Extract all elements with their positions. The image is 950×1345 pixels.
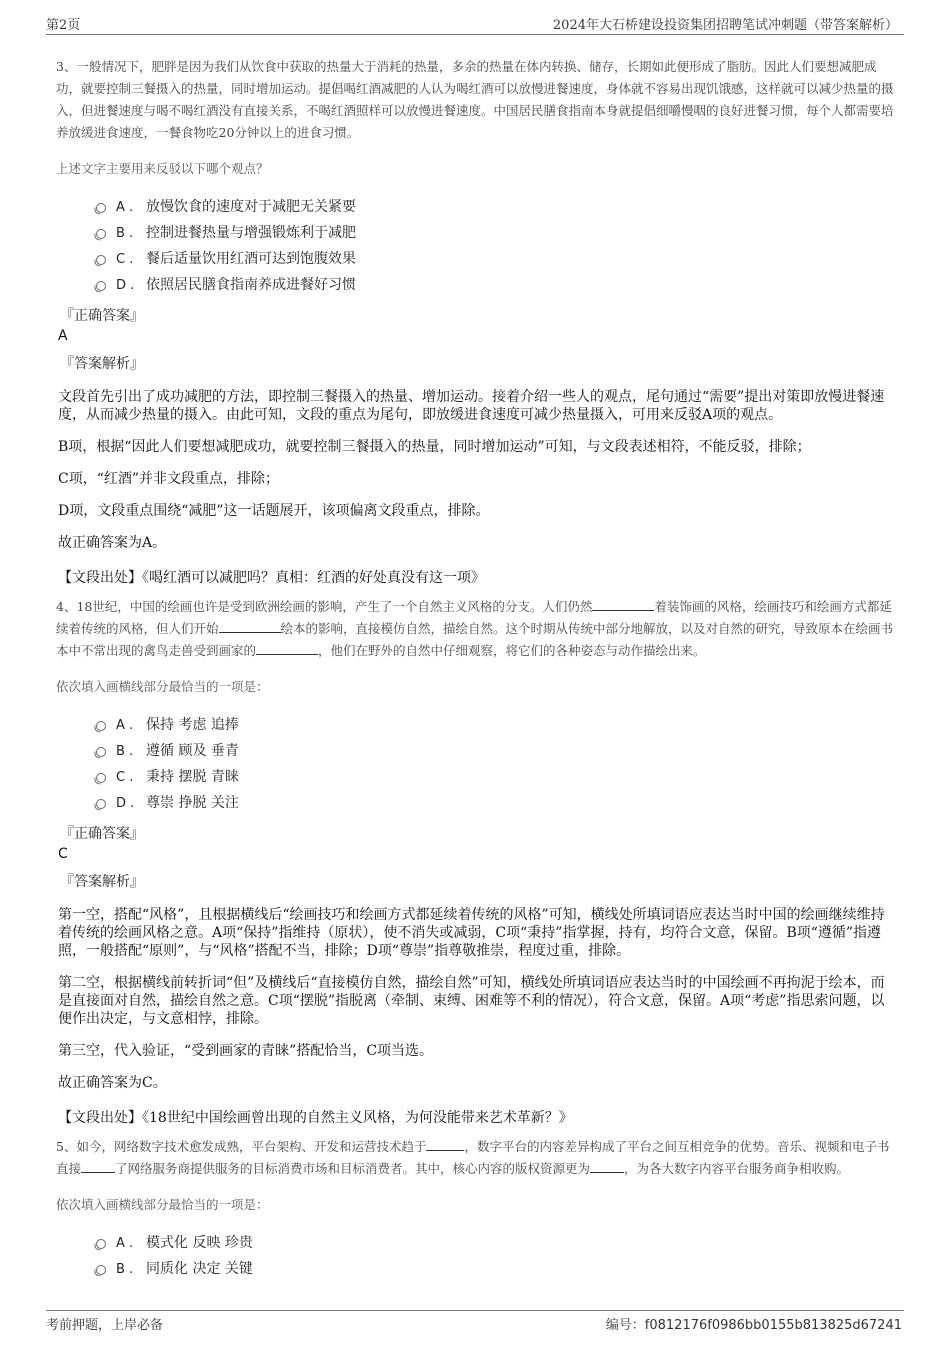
source-citation: 【文段出处】《18世纪中国绘画曾出现的自然主义风格，为何没能带来艺术革新？》 — [58, 1110, 573, 1126]
document-content — [56, 56, 896, 1282]
option-b[interactable]: B . 控制进餐热量与增强锻炼利于减肥 — [96, 220, 896, 246]
correct-answer: C — [58, 846, 68, 862]
question-prompt: 依次填入画横线部分最恰当的一项是： — [56, 1197, 269, 1212]
radio-icon[interactable] — [96, 747, 106, 757]
option-list — [96, 194, 896, 298]
fill-blank — [81, 1160, 115, 1173]
analysis-paragraph: C项，“红酒”并非文段重点，排除； — [58, 471, 280, 487]
analysis-paragraph: 第二空，根据横线前转折词“但”及横线后“直接模仿自然，描绘自然”可知，横线处所填词语应表达当时的中国绘画不再拘泥于绘本，而是直接面对自然，描绘自然之意。C项“摆脱”指脱离（牵制、束缚、困难等不利的情况），符合文意，保留。A项“考虑”指思索问题，以便作出决定，与文意相悖，排除。 — [58, 975, 885, 1027]
fill-blank — [219, 620, 281, 633]
option-c[interactable]: C . 秉持 摆脱 青睐 — [96, 764, 896, 790]
option-d[interactable]: D . 尊崇 挣脱 关注 — [96, 790, 896, 816]
option-c[interactable]: C . 餐后适量饮用红酒可达到饱腹效果 — [96, 246, 896, 272]
page-number: 第2页 — [46, 18, 81, 33]
radio-icon[interactable] — [96, 773, 106, 783]
analysis-label: 『答案解析』 — [60, 356, 144, 372]
option-list — [96, 1230, 896, 1282]
question-4 — [56, 596, 896, 1128]
radio-icon[interactable] — [96, 721, 106, 731]
radio-icon[interactable] — [96, 1265, 106, 1275]
document-code: 编号：f0812176f0986bb0155b813825d67241 — [605, 1318, 902, 1333]
option-list — [96, 712, 896, 816]
fill-blank — [426, 1138, 464, 1151]
option-d[interactable]: D . 依照居民膳食指南养成进餐好习惯 — [96, 272, 896, 298]
analysis-paragraph: 故正确答案为C。 — [58, 1075, 167, 1091]
analysis-label: 『答案解析』 — [60, 874, 144, 890]
question-text: 4、18世纪，中国的绘画也许是受到欧洲绘画的影响，产生了一个自然主义风格的分支。人们仍然 着装饰画的风格，绘画技巧和绘画方式都延续着传统的风格，但人们开始 绘本的影响，直接模仿自然，描绘自然。这个时期从传统中部分地解放，以及对自然的研究，导致原本在绘画书本中不常出现的禽鸟走兽受到画家的 ，他们在野外的自然中仔细观察，将它们的各种姿态与动作描绘出来。 — [56, 599, 894, 658]
correct-answer-label: 『正确答案』 — [60, 308, 144, 324]
option-a[interactable]: A . 保持 考虑 追捧 — [96, 712, 896, 738]
radio-icon[interactable] — [96, 229, 106, 239]
analysis-paragraph: 第一空，搭配“风格”，且根据横线后“绘画技巧和绘画方式都延续着传统的风格”可知，横线处所填词语应表达当时中国的绘画继续维持着传统的绘画风格之意。A项“保持”指维持（原状），使不消失或减弱，C项“秉持”指掌握，持有，均符合文意，保留。B项“遵循”指遵照，一般搭配“原则”，与“风格”搭配不当，排除；D项“尊崇”指尊敬推崇，程度过重，排除。 — [58, 907, 885, 959]
page-header — [46, 10, 904, 35]
footer-slogan: 考前押题，上岸必备 — [46, 1318, 164, 1333]
option-b[interactable]: B . 同质化 决定 关键 — [96, 1256, 896, 1282]
question-text: 5、如今，网络数字技术愈发成熟，平台架构、开发和运营技术趋于 ，数字平台的内容差异构成了平台之间互相竞争的优势。音乐、视频和电子书直接 了网络服务商提供服务的目标消费市场和目标消费者。其中，核心内容的版权资源更为 ，为各大数字内容平台服务商争相收购。 — [56, 1139, 890, 1176]
correct-answer-label: 『正确答案』 — [60, 826, 144, 842]
radio-icon[interactable] — [96, 1239, 106, 1249]
radio-icon[interactable] — [96, 255, 106, 265]
analysis-paragraph: 故正确答案为A。 — [58, 535, 167, 551]
page-footer — [46, 1310, 904, 1335]
fill-blank — [590, 1160, 624, 1173]
question-prompt: 上述文字主要用来反驳以下哪个观点？ — [56, 161, 269, 176]
fill-blank — [256, 642, 318, 655]
option-a[interactable]: A . 模式化 反映 珍贵 — [96, 1230, 896, 1256]
radio-icon[interactable] — [96, 799, 106, 809]
question-text: 3、一般情况下，肥胖是因为我们从饮食中获取的热量大于消耗的热量，多余的热量在体内转换、储存，长期如此便形成了脂肪。因此人们要想减肥成功，就要控制三餐摄入的热量，同时增加运动。提倡喝红酒减肥的人认为喝红酒可以放慢进餐速度，身体就不容易出现饥饿感，这样就可以减少热量的摄入，但进餐速度与喝不喝红酒没有直接关系，不喝红酒照样可以放慢进餐速度。中国居民膳食指南本身就提倡细嚼慢咽的良好进餐习惯，每个人都需要培养放缓进食速度，一餐食物吃20分钟以上的进食习惯。 — [56, 59, 894, 140]
option-b[interactable]: B . 遵循 顾及 垂青 — [96, 738, 896, 764]
correct-answer: A — [58, 328, 68, 344]
fill-blank — [592, 598, 654, 611]
analysis-paragraph: 文段首先引出了成功减肥的方法，即控制三餐摄入的热量、增加运动。接着介绍一些人的观点，尾句通过“需要”提出对策即放慢进餐速度，从而减少热量的摄入。由此可知，文段的重点为尾句，即放缓进食速度可减少热量摄入，可用来反驳A项的观点。 — [58, 389, 885, 423]
option-a[interactable]: A . 放慢饮食的速度对于减肥无关紧要 — [96, 194, 896, 220]
analysis-paragraph: D项，文段重点围绕“减肥”这一话题展开，该项偏离文段重点，排除。 — [58, 503, 490, 519]
document-title: 2024年大石桥建设投资集团招聘笔试冲刺题（带答案解析） — [552, 18, 898, 33]
question-3 — [56, 56, 896, 588]
radio-icon[interactable] — [96, 203, 106, 213]
source-citation: 【文段出处】《喝红酒可以减肥吗？真相：红酒的好处真没有这一项》 — [58, 570, 485, 586]
analysis-paragraph: 第三空，代入验证，“受到画家的青睐”搭配恰当，C项当选。 — [58, 1043, 434, 1059]
question-5 — [56, 1136, 896, 1282]
question-prompt: 依次填入画横线部分最恰当的一项是： — [56, 679, 269, 694]
analysis-paragraph: B项，根据“因此人们要想减肥成功，就要控制三餐摄入的热量，同时增加运动”可知，与文段表述相符，不能反驳，排除； — [58, 439, 811, 455]
radio-icon[interactable] — [96, 281, 106, 291]
